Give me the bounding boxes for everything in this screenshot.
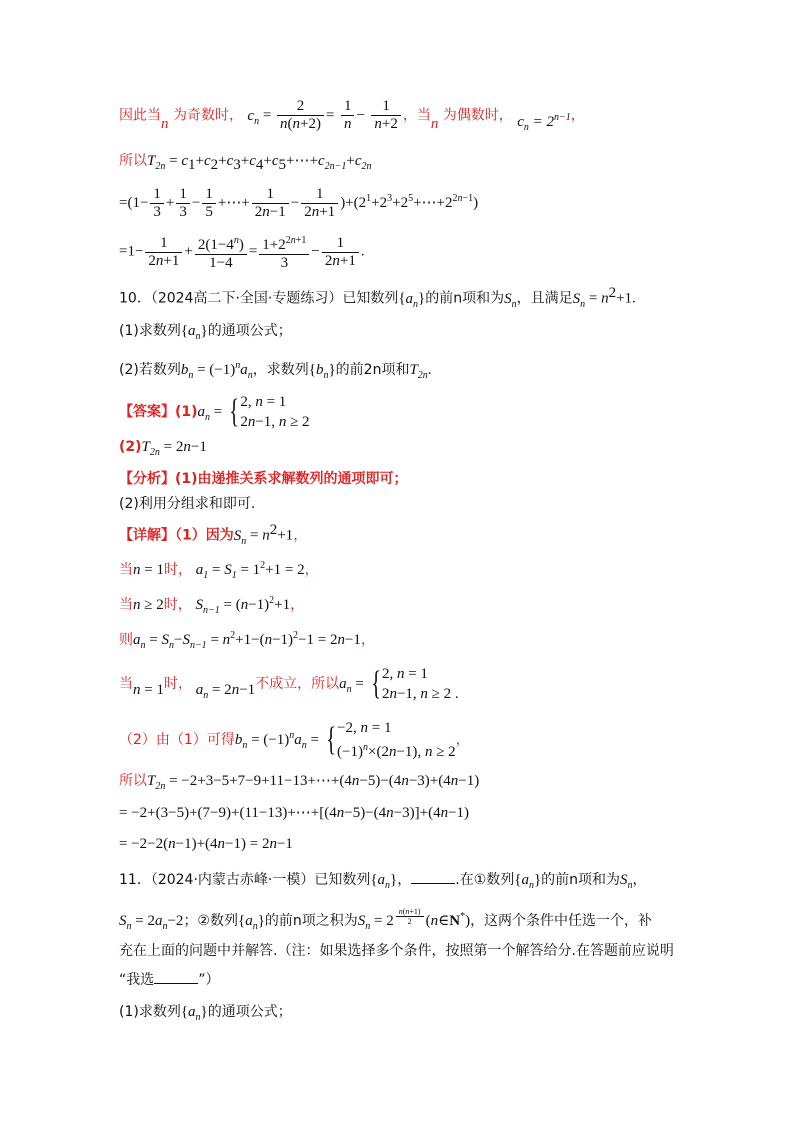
question-11-title: 11．（2024·内蒙古赤峰·一模）已知数列$\{a_n\}$， .在①数列$\{a_n\}$的前n项和为$S_n$， xyxy=(119,869,647,896)
text-line-3: =(1− $\frac{1}{3}$ + $\frac{1}{3}$ − $\frac{1}{5}$ +⋯+ $\frac{1}{2n-1}$ − $\frac{1}{2n+1}$ )$+(2^1+2^3+2^5+\cdots+2^{2n-1})$ xyxy=(119,186,479,220)
text-line-4: =1− $\frac{1}{2n+1}$ + $\frac{2(1-4^n)}{1-4}$ = $\frac{1+2^{2n+1}}{3}$ − $\frac{1}{2n+1}$ . xyxy=(119,232,365,272)
question-10-part-2: (2)若数列$b_n = (-1)^na_n$，求数列$\{b_n\}$的前2n项和$T_{2n}$. xyxy=(119,360,432,381)
answer-part-2: $(2)T_{2n} = 2n-1$ xyxy=(119,439,207,458)
text-line-1: 因此当n 为奇数时， $c_n$ = $\frac{2}{n(n+2)}$ = $\frac{1}{n}$ − $\frac{1}{n+2}$ ，当n 为偶数时， $c_n = 2^{n-1}$， xyxy=(119,98,585,133)
detail-line-6: （2）由（1）可得$b_n = (-1)^na_n$ = { −2, n = 1 $(-1)^n\times(2n-1)$, n ≥ 2 ， xyxy=(119,720,470,760)
analysis-line-1: 【分析】(1)由递推关系求解数列的通项即可； xyxy=(119,471,408,487)
question-11-line-3: 充在上面的问题中并解答.（注：如果选择多个条件，按照第一个解答给分.在答题前应说明 xyxy=(119,943,674,959)
question-11-line-2: $S_n = 2a_n-2$；②数列$\{a_n\}$的前n项之积为$S_n = 2$ $^{\frac{n(n+1)}{2}}$ (n∈N*)，这两个条件中任选一个，补 xyxy=(119,907,653,932)
question-11-part-1: (1)求数列$\{a_n\}$的通项公式； xyxy=(119,1004,292,1023)
answer-blank[interactable] xyxy=(411,869,455,884)
analysis-line-2: (2)利用分组求和即可. xyxy=(119,496,256,512)
question-11-line-4: “我选 ”） xyxy=(119,969,220,990)
text-line-2: 所以$T_{2n}$ = $c_1+c_2+c_3+c_4+c_5+\cdots+c_{2n-1}+c_{2n}$ xyxy=(119,153,372,173)
detail-line-5: 当n = 1时， $a_n = 2n-1$不成立，所以$a_n$ = { 2, n = 1 2n−1, n ≥ 2 . xyxy=(119,665,459,702)
question-10-title: 10．（2024高二下·全国·专题练习）已知数列$\{a_n\}$的前n项和为$S_n$，且满足$S_n = n^2+1$. xyxy=(119,285,636,310)
choice-blank[interactable] xyxy=(154,969,198,984)
detail-line-2: 当n = 1时， $a_1 = S_1 = 1^2+1 = 2$， xyxy=(119,560,319,581)
detail-line-4: 则$a_n = S_n-S_{n-1} = n^2+1-(n-1)^2-1 = 2n-1$， xyxy=(119,630,375,651)
detail-line-3: 当n ≥ 2时， $S_{n-1} = (n-1)^2+1$， xyxy=(119,595,305,616)
detail-line-8: = −2+(3−5)+(7−9)+(11−13)+⋯+[(4n−5)−(4n−3)]+(4n−1) xyxy=(119,805,470,821)
detail-line-1: 【详解】（1）因为$S_n = n^2+1$， xyxy=(119,522,308,547)
answer-block: 【答案】$(1)a_n$ = { 2, n = 1 2n−1, n ≥ 2 xyxy=(119,393,310,430)
question-10-part-1: (1)求数列$\{a_n\}$的通项公式； xyxy=(119,323,292,342)
detail-line-7: 所以$T_{2n}$ = −2+3−5+7−9+11−13+⋯+(4n−5)−(4n−3)+(4n−1) xyxy=(119,773,480,792)
detail-line-9: = −2−2(n−1)+(4n−1) = 2n−1 xyxy=(119,836,293,852)
